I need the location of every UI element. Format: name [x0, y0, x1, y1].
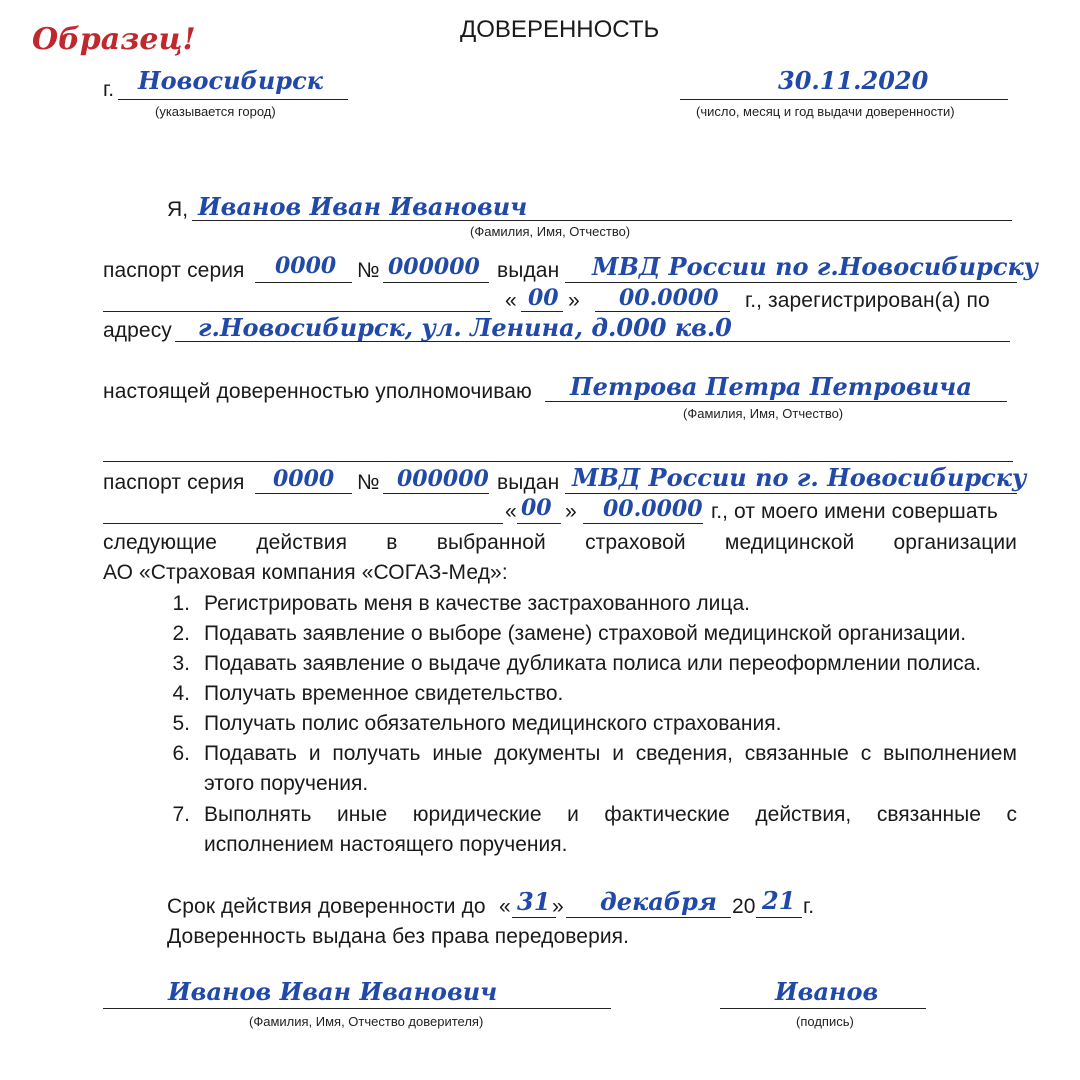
passport-series: 0000 [275, 253, 337, 279]
action-number: 1. [172, 592, 190, 615]
agent-passport-number: 000000 [397, 466, 489, 492]
passport-issued-by: МВД России по г.Новосибирску [592, 252, 1039, 281]
agent-passport-issue-date: 00.0000 [603, 496, 703, 522]
action-word: иные [337, 803, 388, 826]
validity-quote-close: » [552, 895, 564, 918]
agent-series-underline [255, 493, 352, 494]
issued-by-underline [565, 282, 1017, 283]
action-text: Подавать заявление о выдаче дубликата полиса или переоформлении полиса. [204, 652, 982, 675]
intro-word: организации [893, 531, 1017, 554]
blank-line [103, 461, 1013, 462]
action-text: исполнением настоящего поручения. [204, 833, 568, 856]
agent-issued-label: выдан [497, 471, 560, 494]
action-word: и [567, 803, 579, 826]
action-word: Выполнять [204, 803, 312, 826]
actions-intro-line2: АО «Страховая компания «СОГАЗ-Мед»: [103, 561, 508, 584]
agent-passport-label: паспорт серия [103, 471, 245, 494]
action-word: юридические [412, 803, 542, 826]
issued-line-underline [103, 311, 490, 312]
number-label: № [357, 259, 380, 282]
registered-text: г., зарегистрирован(а) по [745, 289, 990, 312]
validity-day: 31 [517, 887, 551, 916]
agent-issued-by-underline [565, 493, 1017, 494]
validity-prefix: Срок действия доверенности до [167, 895, 486, 918]
agent-name-caption: (Фамилия, Имя, Отчество) [683, 406, 844, 421]
handwritten-signature: Иванов [775, 977, 879, 1006]
agent-day-underline [517, 523, 561, 524]
date-underline [680, 99, 1008, 100]
agent-passport-issued-by: МВД России по г. Новосибирску [572, 463, 1027, 492]
issue-date-underline [595, 311, 730, 312]
address-label: адресу [103, 319, 172, 342]
action-word: и [612, 742, 624, 765]
action-text: этого поручения. [204, 772, 369, 795]
agent-quote-open: « [505, 500, 517, 523]
agent-name-underline [545, 401, 1007, 402]
passport-label: паспорт серия [103, 259, 245, 282]
validity-month: декабря [600, 887, 717, 916]
action-word: действия, [755, 803, 852, 826]
no-delegation-text: Доверенность выдана без права передоверия. [167, 925, 630, 948]
principal-name: Иванов Иван Иванович [198, 192, 528, 221]
action-text: Получать полис обязательного медицинского страхования. [204, 712, 782, 735]
signature-underline [720, 1008, 926, 1009]
document-title: ДОВЕРЕННОСТЬ [460, 16, 660, 43]
series-underline [255, 282, 352, 283]
actions-intro-line1 [103, 531, 1017, 555]
action-number: 5. [172, 712, 190, 735]
validity-year-prefix: 20 [732, 895, 756, 918]
issued-label: выдан [497, 259, 560, 282]
action-number: 4. [172, 682, 190, 705]
passport-number: 000000 [388, 254, 480, 280]
principal-name-caption: (Фамилия, Имя, Отчество) [470, 224, 631, 239]
agent-quote-close: » [565, 500, 577, 523]
action-number: 2. [172, 622, 190, 645]
validity-year-end: г. [803, 895, 815, 918]
authorize-text: настоящей доверенностью уполномочиваю [103, 380, 532, 403]
agent-issue-date-underline [583, 523, 703, 524]
agent-issue-day: 00 [521, 495, 552, 521]
issue-day: 00 [528, 285, 559, 311]
address-value: г.Новосибирск, ул. Ленина, д.000 кв.0 [198, 313, 732, 342]
agent-number-underline [383, 493, 489, 494]
validity-year-underline [756, 917, 802, 918]
action-text: Получать временное свидетельство. [204, 682, 564, 705]
action-word: с [860, 742, 872, 765]
intro-word: выбранной [436, 531, 546, 554]
action-text: Подавать заявление о выборе (замене) страховой медицинской организации. [204, 622, 967, 645]
city-prefix: г. [103, 78, 115, 101]
on-behalf-text: г., от моего имени совершать [711, 500, 998, 523]
passport-issue-date: 00.0000 [619, 285, 719, 311]
intro-word: действия [256, 531, 348, 554]
intro-word: в [386, 531, 398, 554]
city-value: Новосибирск [138, 66, 323, 95]
action-number: 3. [172, 652, 190, 675]
action-word: получать [332, 742, 421, 765]
intro-word: медицинской [724, 531, 855, 554]
principal-signature-name-underline [103, 1008, 611, 1009]
intro-word: страховой [585, 531, 686, 554]
issue-date-caption: (число, месяц и год выдачи доверенности) [696, 104, 955, 119]
action-word: документы [494, 742, 601, 765]
city-caption: (указывается город) [155, 104, 276, 119]
validity-quote-open: « [499, 895, 511, 918]
action-word: фактические [604, 803, 730, 826]
principal-signature-name: Иванов Иван Иванович [168, 977, 498, 1006]
action-text-justified [204, 803, 1017, 827]
action-word: иные [432, 742, 483, 765]
principal-signature-name-caption: (Фамилия, Имя, Отчество доверителя) [249, 1014, 484, 1029]
action-word: связанные [744, 742, 849, 765]
action-word: связанные [876, 803, 981, 826]
day-underline [521, 311, 563, 312]
action-word: с [1006, 803, 1017, 826]
intro-word: следующие [103, 531, 218, 554]
action-word: и [308, 742, 321, 765]
action-number: 6. [172, 742, 190, 765]
quote-close: » [568, 289, 580, 312]
action-text-justified [204, 742, 1017, 766]
action-text: Регистрировать меня в качестве застрахованного лица. [204, 592, 750, 615]
signature-caption: (подпись) [796, 1014, 854, 1029]
quote-open: « [505, 289, 517, 312]
city-underline [118, 99, 348, 100]
action-word: сведения, [635, 742, 733, 765]
sample-stamp: Образец! [32, 22, 196, 57]
validity-year: 21 [762, 886, 796, 915]
validity-month-underline [566, 917, 731, 918]
agent-issued-line-underline [103, 523, 503, 524]
action-number: 7. [172, 803, 190, 826]
agent-passport-series: 0000 [273, 466, 335, 492]
principal-prefix: Я, [167, 198, 189, 221]
action-word: Подавать [204, 742, 297, 765]
agent-name: Петрова Петра Петровича [570, 372, 972, 401]
issue-date-value: 30.11.2020 [778, 66, 929, 95]
action-word: выполнением [883, 742, 1017, 765]
validity-day-underline [512, 917, 556, 918]
number-underline [383, 282, 489, 283]
agent-number-label: № [357, 471, 380, 494]
